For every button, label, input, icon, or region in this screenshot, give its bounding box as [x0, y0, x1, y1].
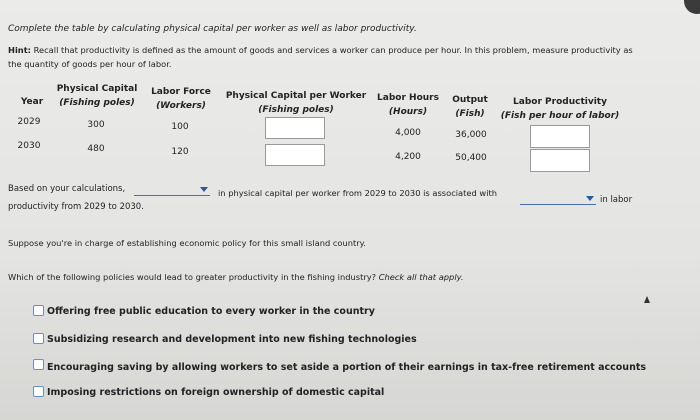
row-2030-capital: 480: [87, 144, 105, 154]
question-text: Which of the following policies would lead to greater productivity in the fishing industry?: [8, 272, 377, 282]
chevron-down-icon[interactable]: [200, 187, 208, 192]
option-1-checkbox[interactable]: [33, 305, 44, 316]
row-2030-productivity-input[interactable]: [530, 149, 590, 172]
row-2029-capital-per-worker-input[interactable]: [265, 117, 325, 139]
row-2030-output: 50,400: [455, 153, 487, 163]
question-line: [8, 272, 464, 282]
row-2029-year: 2029: [17, 117, 41, 127]
change-dropdown-2[interactable]: [520, 204, 596, 205]
header-labor-force: Labor Force (Workers): [151, 87, 211, 111]
camera-notch-icon: [684, 0, 700, 14]
option-1-label[interactable]: Offering free public education to every worker in the country: [47, 306, 375, 317]
header-year: Year: [20, 97, 44, 107]
header-output: Output (Fish): [452, 95, 488, 119]
header-labor-hours: Labor Hours (Hours): [377, 93, 439, 117]
row-2029-labor: 100: [171, 122, 189, 132]
row-2030-labor: 120: [171, 147, 189, 157]
option-3-checkbox[interactable]: [33, 359, 44, 370]
chevron-down-icon[interactable]: [586, 196, 594, 201]
option-2-checkbox[interactable]: [33, 333, 44, 344]
hint-line-2: the quantity of goods per hour of labor.: [8, 59, 172, 69]
based-text-2: in physical capital per worker from 2029 to 2030 is associated with: [218, 188, 498, 198]
check-all-text: Check all that apply.: [378, 272, 464, 282]
based-text-4: productivity from 2029 to 2030.: [8, 202, 144, 212]
row-2030-hours: 4,200: [395, 152, 421, 162]
header-physical-capital: Physical Capital (Fishing poles): [56, 84, 138, 108]
based-text-1: Based on your calculations,: [8, 184, 126, 194]
row-2029-capital: 300: [87, 120, 105, 130]
row-2029-productivity-input[interactable]: [530, 125, 590, 148]
option-4-label[interactable]: Imposing restrictions on foreign ownership of domestic capital: [47, 387, 385, 398]
header-capital-per-worker: Physical Capital per Worker (Fishing poles): [225, 91, 367, 115]
suppose-text: Suppose you're in charge of establishing economic policy for this small island country.: [8, 238, 367, 248]
row-2029-hours: 4,000: [395, 128, 421, 138]
instructions-text: Complete the table by calculating physical capital per worker as well as labor productivity.: [8, 24, 417, 34]
option-2-label[interactable]: Subsidizing research and development into new fishing technologies: [47, 334, 417, 345]
change-dropdown-1[interactable]: [134, 195, 210, 196]
option-3-label[interactable]: Encouraging saving by allowing workers to set aside a portion of their earnings in tax-free retirement accounts: [47, 362, 647, 373]
hint-label: Hint:: [8, 45, 31, 55]
option-4-checkbox[interactable]: [33, 386, 44, 397]
header-labor-productivity: Labor Productivity (Fish per hour of labor): [500, 97, 620, 121]
hint-text-1: Recall that productivity is defined as the amount of goods and services a worker can produce per hour. In this problem, measure productivity as: [33, 45, 633, 55]
row-2030-year: 2030: [17, 141, 41, 151]
row-2029-output: 36,000: [455, 130, 487, 140]
row-2030-capital-per-worker-input[interactable]: [265, 144, 325, 166]
hint-line-1: [8, 45, 633, 55]
mouse-cursor-icon: [644, 296, 650, 303]
based-text-3: in labor: [600, 195, 633, 205]
